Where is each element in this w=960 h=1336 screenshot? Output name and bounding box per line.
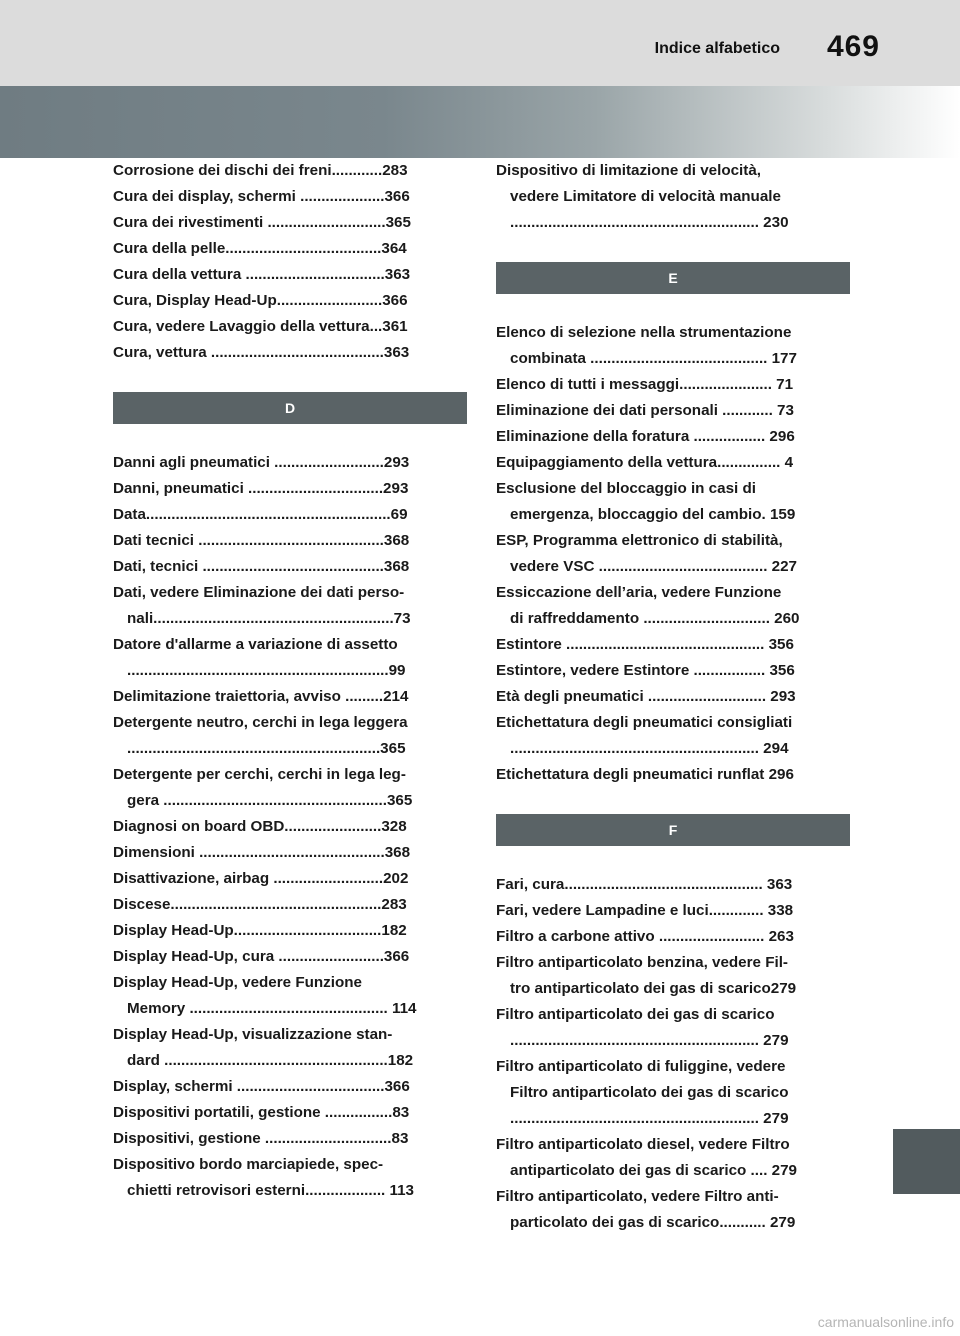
index-entry (496, 476, 850, 528)
index-entry (113, 684, 467, 710)
index-entry (113, 262, 467, 288)
watermark: carmanualsonline.info (817, 1314, 954, 1330)
index-entry (113, 970, 467, 1022)
section-header-e: E (496, 262, 850, 294)
index-entry-text: Estintore, vedere Estintore ................. 356 (496, 662, 795, 679)
index-entry (113, 210, 467, 236)
index-entry (496, 372, 850, 398)
index-entry-text: Display Head-Up, vedere Funzione (113, 974, 362, 991)
index-entry (496, 658, 850, 684)
index-entry-text: Cura, vedere Lavaggio della vettura...361 (113, 318, 408, 335)
index-entry-continuation: chietti retrovisori esterni................... 113 (127, 1182, 414, 1199)
index-entry-text: Disattivazione, airbag ..........................202 (113, 870, 409, 887)
index-entry-text: Dispositivo di limitazione di velocità, (496, 162, 761, 179)
index-entry-text: Cura, Display Head-Up.........................366 (113, 292, 408, 309)
index-column-right (496, 158, 850, 1236)
chapter-tab-marker (893, 1129, 960, 1194)
index-entry-text: Danni, pneumatici ................................293 (113, 480, 409, 497)
index-entry-continuation: emergenza, bloccaggio del cambio. 159 (510, 506, 796, 523)
index-entry-continuation: Memory ............................................... 114 (127, 1000, 417, 1017)
index-entry (496, 580, 850, 632)
index-entry-text: Detergente per cerchi, cerchi in lega leg- (113, 766, 406, 783)
index-entry-text: Dimensioni ............................................368 (113, 844, 411, 861)
index-entry-text: Filtro a carbone attivo ......................... 263 (496, 928, 794, 945)
index-entry (496, 762, 850, 788)
index-entry-text: Data..........................................................69 (113, 506, 408, 523)
index-entry (113, 762, 467, 814)
index-entry-text: Filtro antiparticolato diesel, vedere Filtro (496, 1136, 790, 1153)
index-entry (496, 1002, 850, 1054)
index-entry-text: Fari, cura............................................... 363 (496, 876, 793, 893)
index-entry-text: Eliminazione dei dati personali ............ 73 (496, 402, 794, 419)
index-entry-continuation: ..............................................................99 (127, 662, 406, 679)
index-entry-text: Danni agli pneumatici ..........................293 (113, 454, 410, 471)
index-entry (496, 1184, 850, 1236)
index-entry-text: Cura della pelle.....................................364 (113, 240, 407, 257)
index-entry-text: Cura della vettura .................................363 (113, 266, 411, 283)
index-entry (113, 450, 467, 476)
index-entry-continuation: dard .....................................................182 (127, 1052, 414, 1069)
index-entry-text: Display Head-Up, cura .........................366 (113, 948, 410, 965)
index-entry (113, 814, 467, 840)
index-entry (113, 502, 467, 528)
index-entry-text: Detergente neutro, cerchi in lega leggera (113, 714, 408, 731)
index-entry-text: Display, schermi ...................................366 (113, 1078, 410, 1095)
index-entry-continuation: ........................................................... 279 (510, 1110, 789, 1127)
index-entry (496, 450, 850, 476)
index-entry (496, 1132, 850, 1184)
index-entry-text: Filtro antiparticolato di fuliggine, vedere (496, 1058, 786, 1075)
index-entry (113, 314, 467, 340)
page-number: 469 (826, 30, 880, 63)
index-entry-continuation: antiparticolato dei gas di scarico .... 279 (510, 1162, 797, 1179)
index-entry (496, 398, 850, 424)
index-entry-text: Display Head-Up...................................182 (113, 922, 407, 939)
index-entry (113, 1022, 467, 1074)
index-entry-text: Discese..................................................283 (113, 896, 407, 913)
index-entry (113, 288, 467, 314)
index-entry (496, 424, 850, 450)
index-entry-text: Cura, vettura .........................................363 (113, 344, 410, 361)
index-entry (113, 158, 467, 184)
index-entry (113, 944, 467, 970)
index-entry (496, 320, 850, 372)
index-entry-continuation: ........................................................... 279 (510, 1032, 789, 1049)
index-entry-continuation: vedere Limitatore di velocità manuale (510, 188, 781, 205)
index-entry (113, 1100, 467, 1126)
index-entry-text: Elenco di selezione nella strumentazione (496, 324, 792, 341)
section-spacer (496, 236, 850, 262)
index-entry (113, 580, 467, 632)
index-entry-text: Cura dei rivestimenti ............................365 (113, 214, 411, 231)
index-entry-text: Corrosione dei dischi dei freni............283 (113, 162, 408, 179)
index-entry-continuation: ........................................................... 230 (510, 214, 789, 231)
index-entry-continuation: nali.........................................................73 (127, 610, 411, 627)
index-entry-continuation: gera .....................................................365 (127, 792, 413, 809)
index-entry-continuation: particolato dei gas di scarico........... 279 (510, 1214, 796, 1231)
index-entry-text: Filtro antiparticolato dei gas di scarico (496, 1006, 775, 1023)
header-gradient-band (0, 86, 960, 158)
index-entry (113, 710, 467, 762)
index-entry (496, 872, 850, 898)
index-entry (113, 632, 467, 684)
index-entry-continuation: di raffreddamento .............................. 260 (510, 610, 800, 627)
index-entry-continuation: vedere VSC ........................................ 227 (510, 558, 797, 575)
section-spacer (113, 424, 467, 450)
section-spacer (496, 294, 850, 320)
index-entry (496, 158, 850, 236)
index-entry-text: Display Head-Up, visualizzazione stan- (113, 1026, 393, 1043)
index-entry (496, 684, 850, 710)
index-entry (113, 476, 467, 502)
index-entry (113, 1126, 467, 1152)
index-entry (496, 898, 850, 924)
index-entry (113, 528, 467, 554)
section-spacer (113, 366, 467, 392)
index-entry (113, 866, 467, 892)
index-entry-text: Essiccazione dell’aria, vedere Funzione (496, 584, 782, 601)
section-spacer (496, 846, 850, 872)
index-entry-text: ESP, Programma elettronico di stabilità, (496, 532, 783, 549)
index-entry-text: Cura dei display, schermi ....................366 (113, 188, 410, 205)
index-entry (113, 840, 467, 866)
index-entry (496, 1054, 850, 1132)
index-entry-text: Equipaggiamento della vettura............... 4 (496, 454, 794, 471)
index-entry-text: Etichettatura degli pneumatici consigliati (496, 714, 793, 731)
index-entry (113, 340, 467, 366)
index-entry (496, 924, 850, 950)
index-entry-text: Datore d'allarme a variazione di assetto (113, 636, 398, 653)
section-spacer (496, 788, 850, 814)
index-entry (113, 1152, 467, 1204)
index-entry-text: Dispositivi portatili, gestione ................83 (113, 1104, 410, 1121)
index-entry-text: Dati, tecnici ...........................................368 (113, 558, 410, 575)
index-entry (496, 632, 850, 658)
index-entry (113, 184, 467, 210)
index-entry-text: Eliminazione della foratura ................. 296 (496, 428, 795, 445)
index-entry (113, 892, 467, 918)
index-entry (496, 710, 850, 762)
index-entry-text: Etichettatura degli pneumatici runflat 296 (496, 766, 794, 783)
index-entry-text: Diagnosi on board OBD.......................328 (113, 818, 407, 835)
index-entry (113, 554, 467, 580)
index-entry-text: Esclusione del bloccaggio in casi di (496, 480, 756, 497)
index-entry (496, 950, 850, 1002)
index-entry (113, 1074, 467, 1100)
index-entry-continuation: combinata .......................................... 177 (510, 350, 797, 367)
index-entry-text: Elenco di tutti i messaggi...................... 71 (496, 376, 794, 393)
index-entry-text: Dati, vedere Eliminazione dei dati perso- (113, 584, 405, 601)
index-entry-text: Filtro antiparticolato benzina, vedere Fil- (496, 954, 788, 971)
index-entry-continuation: tro antiparticolato dei gas di scarico279 (510, 980, 797, 997)
index-entry-continuation: ........................................................... 294 (510, 740, 789, 757)
section-header-f: F (496, 814, 850, 846)
index-entry (496, 528, 850, 580)
section-header-d: D (113, 392, 467, 424)
index-entry-continuation: Filtro antiparticolato dei gas di scarico (510, 1084, 789, 1101)
index-entry (113, 918, 467, 944)
index-entry-text: Dispositivi, gestione ..............................83 (113, 1130, 409, 1147)
index-entry (113, 236, 467, 262)
index-entry-text: Fari, vedere Lampadine e luci............. 338 (496, 902, 794, 919)
index-entry-text: Delimitazione traiettoria, avviso .........214 (113, 688, 409, 705)
index-entry-text: Estintore ............................................... 356 (496, 636, 794, 653)
page-title: Indice alfabetico (654, 40, 780, 57)
index-entry-text: Filtro antiparticolato, vedere Filtro anti- (496, 1188, 779, 1205)
index-entry-text: Dati tecnici ............................................368 (113, 532, 410, 549)
index-entry-text: Dispositivo bordo marciapiede, spec- (113, 1156, 384, 1173)
index-column-left (113, 158, 467, 1204)
index-entry-text: Età degli pneumatici ............................ 293 (496, 688, 796, 705)
index-entry-continuation: ............................................................365 (127, 740, 406, 757)
top-band (0, 0, 960, 86)
